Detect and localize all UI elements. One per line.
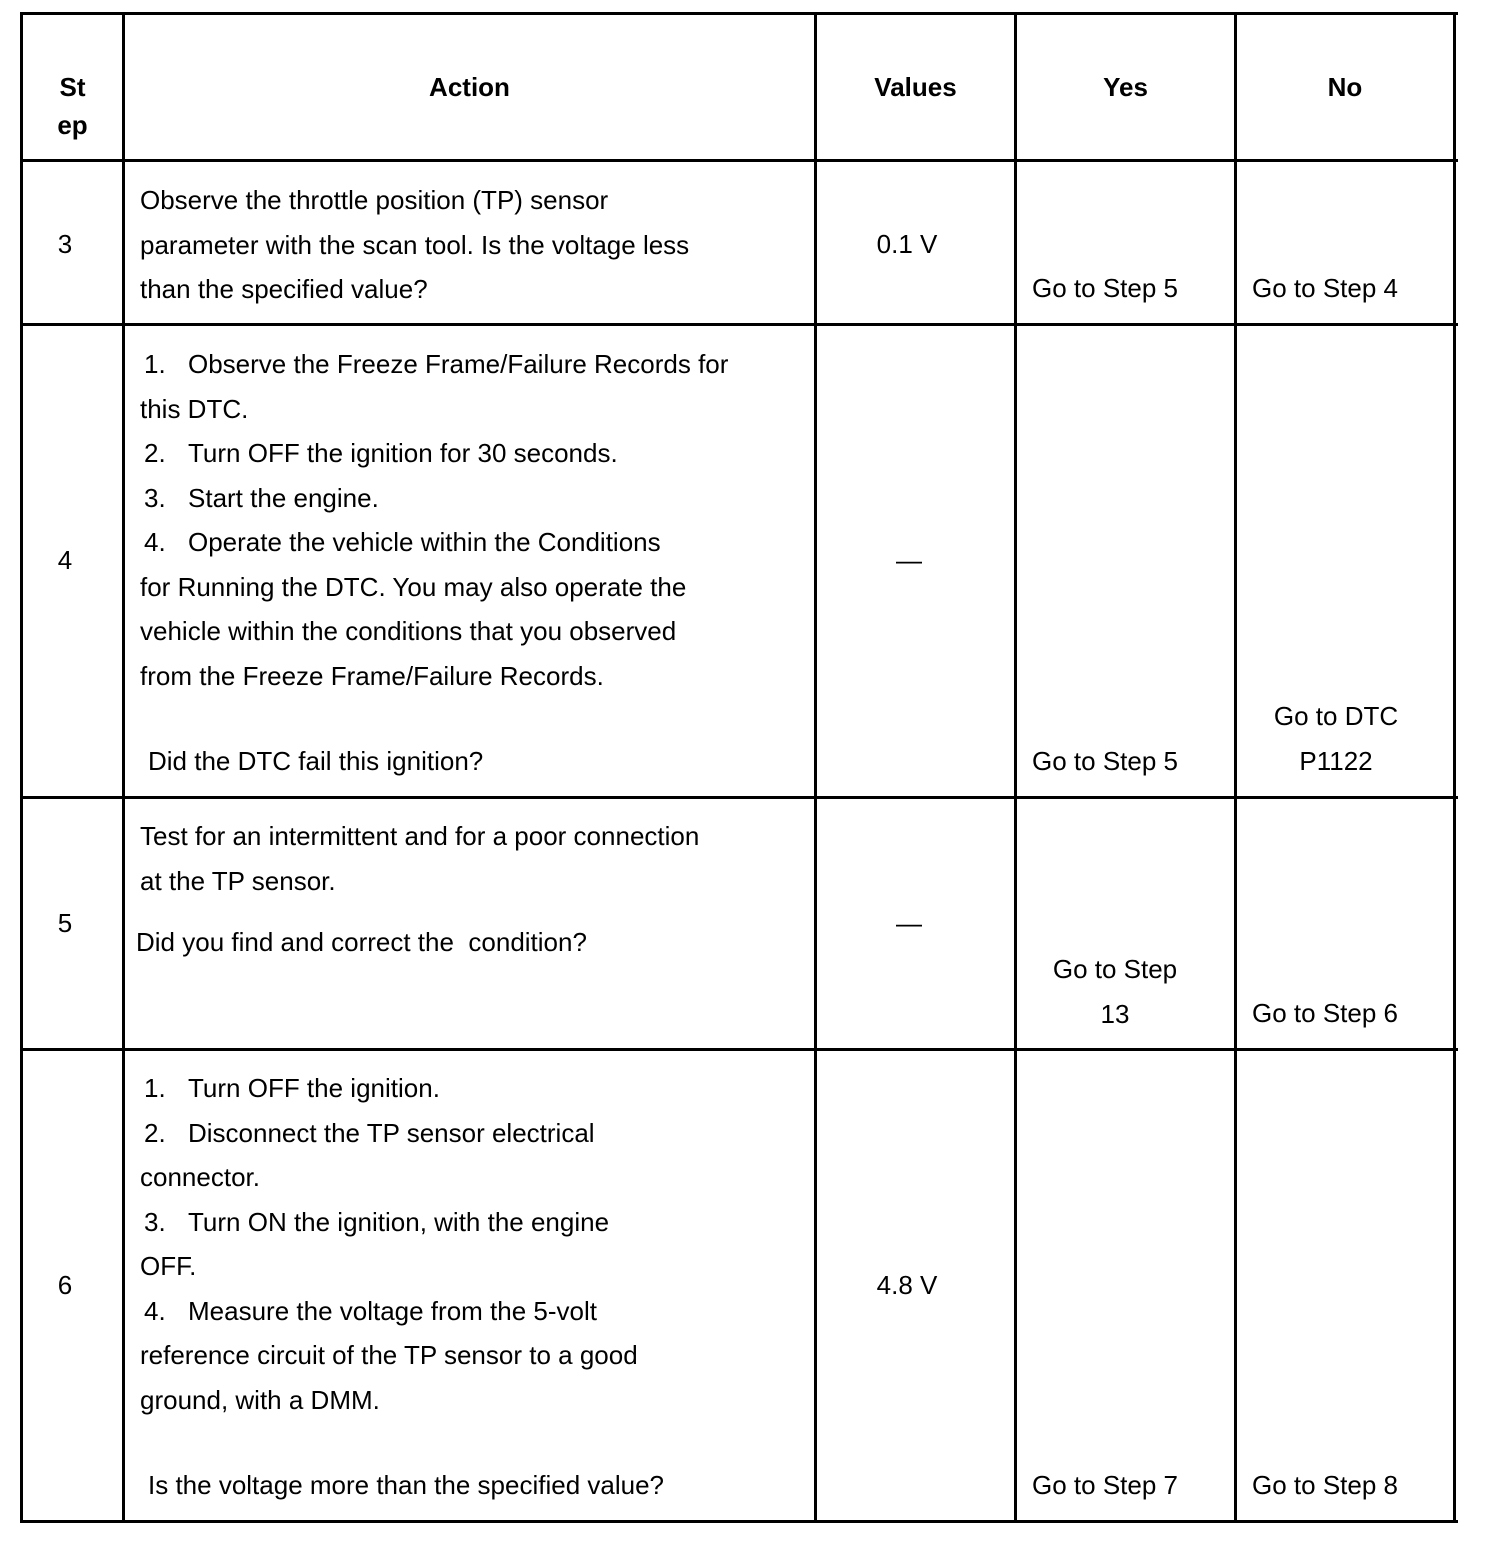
step-item-text: Turn OFF the ignition for 30 seconds. [188,438,618,468]
action-line: this DTC. [140,393,249,424]
action-line [140,1289,810,1334]
action-line [140,1066,810,1111]
no-result-line1: Go to DTC [1273,701,1399,731]
action-question: Did you find and correct the condition? [136,927,587,957]
action-text [140,178,810,312]
step-item-number: 2. [144,438,166,468]
value-text: — [896,908,922,938]
yes-result-line2: 13 [1100,998,1130,1029]
action-line [140,342,810,387]
step-item-text: Turn ON the ignition, with the engine [188,1206,610,1237]
header-values: Values [874,72,957,102]
action-line: Observe the throttle position (TP) sensor [140,185,609,215]
action-text [140,342,810,698]
row-divider [20,1048,1458,1051]
action-line: connector. [140,1162,260,1192]
step-item-text: Start the engine. [188,482,379,513]
yes-result-line1: Go to Step [1052,954,1178,984]
step-item-number: 4. [144,1295,166,1326]
yes-result: Go to Step 7 [1032,1470,1178,1500]
table-border-right [1453,12,1456,1523]
step-item-text: Observe the Freeze Frame/Failure Records for [188,349,729,379]
row-divider [20,796,1458,799]
step-item-text: Disconnect the TP sensor electrical [188,1117,595,1148]
action-line: at the TP sensor. [140,865,336,896]
column-divider [1014,12,1017,1523]
value-text: 0.1 V [876,229,938,259]
yes-result [1017,947,1213,1036]
action-line: for Running the DTC. You may also operate the [140,571,687,602]
step-item-number: 2. [144,1117,166,1148]
step-item-number: 1. [144,349,166,379]
yes-result: Go to Step 5 [1032,746,1178,776]
no-result: Go to Step 8 [1252,1470,1398,1500]
yes-result: Go to Step 5 [1032,273,1178,303]
value-text: 4.8 V [876,1270,938,1300]
header-step [23,68,122,144]
step-item-number: 1. [144,1073,166,1103]
header-step-line2: ep [57,110,88,140]
table-border-bottom [20,1520,1458,1523]
no-result-line2: P1122 [1299,745,1373,776]
step-item-number: 3. [144,482,166,513]
action-line: vehicle within the conditions that you observed [140,616,677,646]
action-line: than the specified value? [140,274,428,304]
action-line: reference circuit of the TP sensor to a good [140,1340,638,1370]
header-action: Action [429,72,510,102]
action-line [140,476,810,521]
action-line [140,431,810,476]
step-number: 6 [57,1270,73,1300]
action-line [140,520,810,565]
no-result: Go to Step 6 [1252,998,1398,1028]
column-divider [122,12,125,1523]
no-result [1237,694,1435,783]
no-result: Go to Step 4 [1252,273,1398,303]
action-line: Test for an intermittent and for a poor connection [140,821,700,851]
step-item-text: Operate the vehicle within the Conditions [188,527,661,557]
step-number: 4 [57,545,73,575]
header-step-line1: St [59,72,86,102]
action-line: from the Freeze Frame/Failure Records. [140,660,604,691]
step-item-number: 3. [144,1206,166,1237]
action-line [140,1111,810,1156]
step-number: 5 [57,908,73,938]
header-divider [20,159,1458,162]
action-question: Did the DTC fail this ignition? [148,746,484,776]
step-item-number: 4. [144,527,166,557]
action-question: Is the voltage more than the specified value? [148,1470,664,1500]
header-yes: Yes [1103,72,1148,102]
action-line: OFF. [140,1251,197,1281]
row-divider [20,323,1458,326]
action-text [140,1066,810,1422]
table-border-top [20,12,1458,15]
value-text: — [896,545,922,575]
step-number: 3 [57,229,73,259]
action-line [140,1200,810,1245]
action-line: parameter with the scan tool. Is the voltage less [140,229,690,260]
step-item-text: Measure the voltage from the 5-volt [188,1295,597,1326]
action-text [140,814,810,903]
step-item-text: Turn OFF the ignition. [188,1073,440,1103]
action-line: ground, with a DMM. [140,1384,380,1415]
header-no: No [1327,72,1363,102]
